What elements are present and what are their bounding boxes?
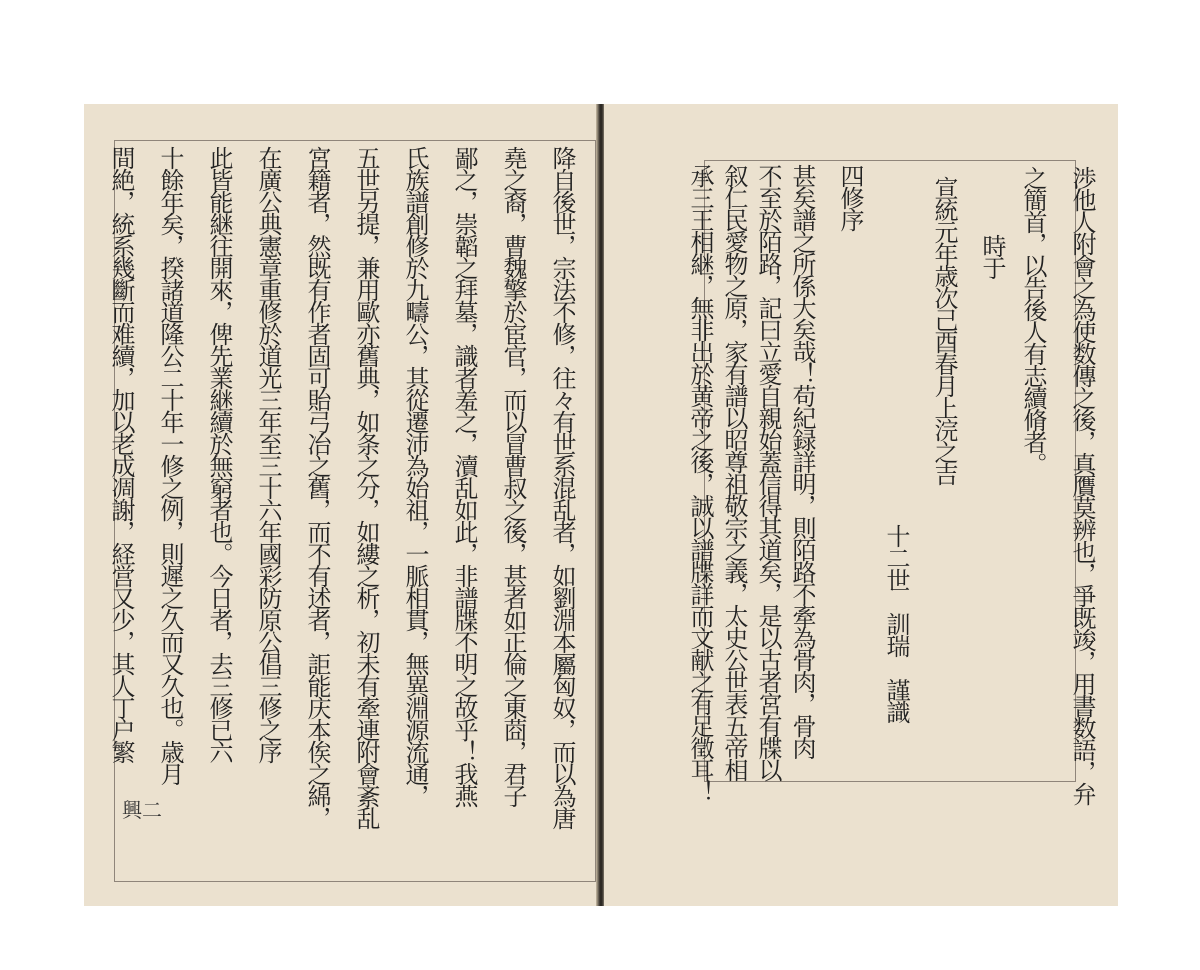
text-column: 在廣公典憲章重修於道光三年至三十六年國彩防原公倡三修之序 <box>254 146 282 762</box>
text-column: 五世另提，兼用歐亦舊典，如条之分，如縷之析，初未有牽連附會紊乱 <box>352 146 380 828</box>
text-column: 堯之裔，曹魏擎於宦官，而以冒曹叔之後，甚者如正倫之東莔，君子 <box>499 146 527 806</box>
text-column: 叙仁民愛物之原，家有譜以昭尊祖敬宗之義，太史公世表五帝相 <box>720 164 748 780</box>
text-column: 降自後世，宗法不修，往々有世系混乱者，如劉淵本屬匈奴，而以為唐 <box>548 146 576 828</box>
text-column: 渉他人附會之為使数傳之後，真贋莫辨也，爭既竣，用書数語，弁 <box>1068 166 1096 804</box>
book-spread <box>84 104 1118 906</box>
section-title: 四修序 <box>836 164 864 230</box>
signature-line: 十二世 訓瑞 謹識 <box>882 524 910 722</box>
text-column: 十餘年矣，揆諸道隆公二十年一修之例，則遲之久而又久也。歳月 <box>156 146 184 784</box>
date-line: 宣統元年歳次己酉春月上浣之吉 <box>930 176 958 484</box>
text-column: 甚矣譜之所係大矣哉！苟紀録詳明，則陌路不牽為骨肉，骨肉 <box>788 164 816 758</box>
text-column: 不至於陌路，記曰立愛自親始蓋信得其道矣，是以古者宮有牒以 <box>754 164 782 780</box>
left-page <box>84 104 598 906</box>
text-column: 承三王相継，無非出於黄帝之後，誠以譜牒詳而文献之有足徵耳！ <box>686 164 714 802</box>
text-column: 時于 <box>978 234 1006 278</box>
text-column: 之簡首，以告後人有志續脩者。 <box>1019 166 1047 474</box>
right-page <box>604 104 1118 906</box>
page-number-mark: 興二 <box>122 798 162 822</box>
text-column: 間絶，統系幾斷而难續，加以老成凋謝，経営又少，其人丁户繁 <box>107 146 135 762</box>
text-column: 氏族譜創修於九疇公，其從遷沛為始祖，一脈相貫，無異淵源流通， <box>401 146 429 806</box>
text-column: 此皆能継往開來，俾先業継續於無窮者也。今日者，去三修已六 <box>205 146 233 762</box>
text-column: 鄙之，崇韜之拜墓，識者羞之，瀆乱如此，非譜牒不明之故乎！我燕 <box>450 146 478 806</box>
text-column: 宮籍者，然既有作者固可貽弓冶之舊，而不有述者，詎能庆本俟之綿， <box>303 146 331 828</box>
